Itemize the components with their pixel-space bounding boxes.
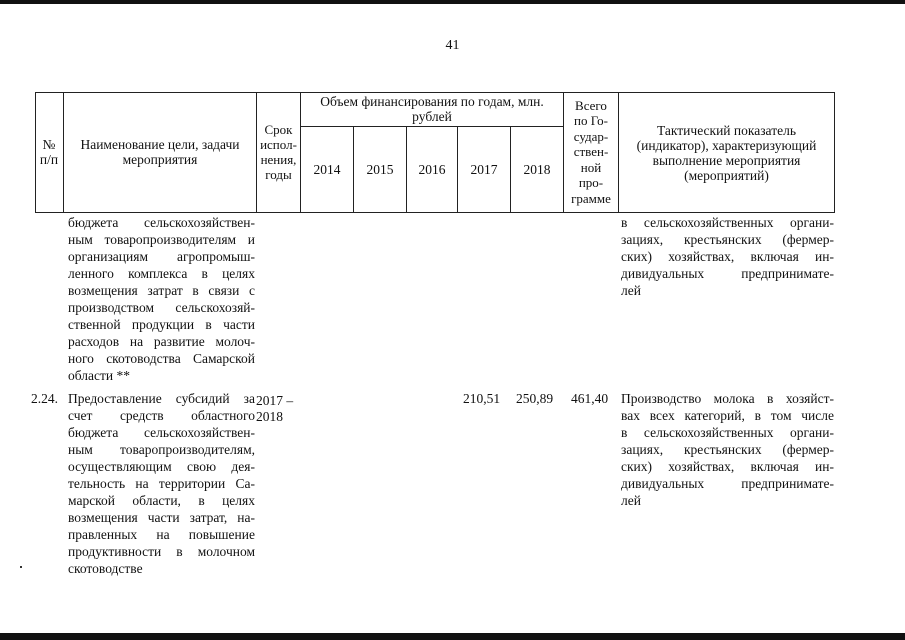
header-year-2014: 2014 [301,127,354,213]
row-term-start: 2017 – [256,393,294,408]
header-col-indicator: Тактический показатель (индикатор), характеризующий выполнение мероприятия (мероприятий) [619,92,835,213]
page-number: 41 [445,38,460,53]
scan-edge-bottom [0,633,905,640]
header-year-2015: 2015 [354,127,407,213]
row-value-2017: 210,51 [463,391,501,406]
row-total: 461,40 [571,391,609,406]
scan-edge-top [0,0,905,4]
header-col-funding: Объем финансирования по годам, млн. рублей [301,92,564,127]
row-indicator: Производство молока в хозяйст- вах всех категорий, в том числе в сельскохозяйственных органи- зациях, крестьянских (фермер- ских) хозяйствах, включая ин- дивидуальных предпринимате- лей [621,391,834,508]
scan-speck [20,566,22,568]
row-name: Предоставление субсидий за счет средств областного бюджета сельскохозяйствен- ным товаропроизводителям, осуществляющим свою дея- тельность на территории Са- марской области, в целях возмещения части затрат, на- правленных на повышение продуктивности в молочном скотоводстве [68,391,255,576]
row-continuation-indicator: в сельскохозяйственных органи- зациях, крестьянских (фермер- ских) хозяйствах, включая ин- дивидуальных предпринимате- лей [621,215,834,298]
header-year-2016: 2016 [407,127,458,213]
row-continuation-name: бюджета сельскохозяйствен- ным товаропроизводителям и организациям агропромыш- ленного комплекса в целях возмещения затрат в связи с производством сельскохозяй- ственной продукции в части расходов на развитие молоч- ного скотоводства Самарской области ** [68,215,255,383]
row-term-end: 2018 [256,409,283,424]
row-value-2018: 250,89 [516,391,554,406]
header-col-total: Всего по Го- судар- ствен- ной про- грамме [564,92,619,213]
header-year-2018: 2018 [511,127,564,213]
header-col-term: Срок испол- нения, годы [257,92,301,213]
header-col-number: № п/п [35,92,64,213]
row-number: 2.24. [31,391,58,406]
header-col-name: Наименование цели, задачи мероприятия [64,92,257,213]
header-year-2017: 2017 [458,127,511,213]
